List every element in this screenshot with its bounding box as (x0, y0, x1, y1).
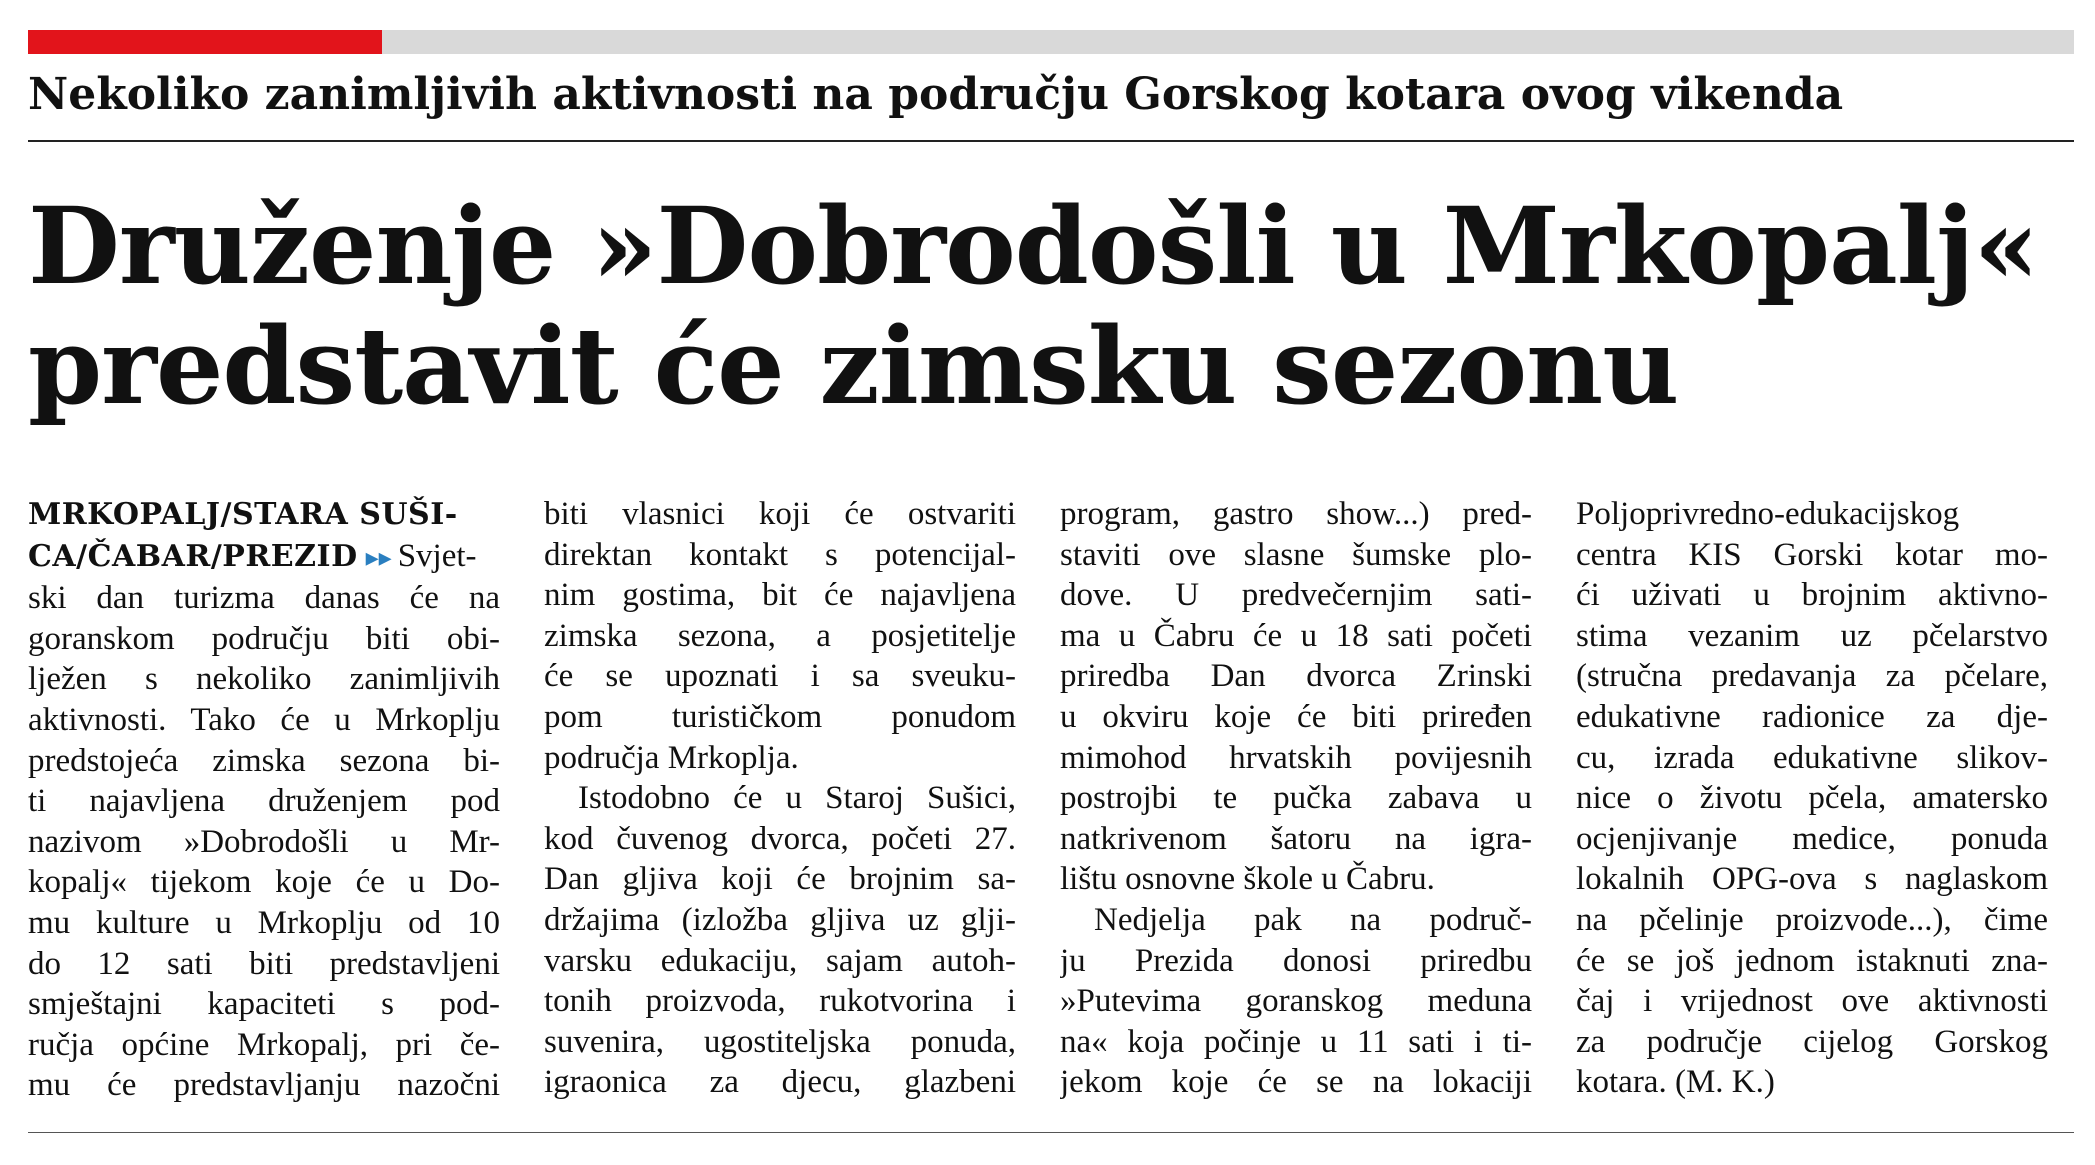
article-headline (28, 183, 2074, 428)
article-bottom-divider (28, 1132, 2074, 1133)
headline-line: Druženje »Dobrodošli u Mrkopalj« (28, 183, 2039, 308)
body-line: ručja općine Mrkopalj, pri če- (28, 1026, 500, 1063)
body-line: za područje cijelog Gorskog (1576, 1023, 2048, 1060)
body-line: mimohod hrvatskih povijesnih (1060, 739, 1532, 776)
body-line: predstojeća zimska sezona bi- (28, 742, 500, 779)
body-line: mu će predstavljanju nazočni (28, 1067, 500, 1104)
body-column-1 (28, 494, 500, 1106)
body-line: ti najavljena druženjem pod (28, 783, 500, 820)
body-line: suvenira, ugostiteljska ponuda, (544, 1023, 1016, 1060)
article-kicker: Nekoliko zanimljivih aktivnosti na području Gorskog kotara ovog vikenda (28, 69, 1844, 120)
body-line: će se još jednom istaknuti zna- (1576, 942, 2048, 979)
body-line: edukativne radionice za dje- (1576, 698, 2048, 735)
body-line: Istodobno će u Staroj Sušici, (578, 780, 1016, 817)
body-line: nazivom »Dobrodošli u Mr- (28, 823, 500, 860)
body-line: igraonica za djecu, glazbeni (544, 1064, 1016, 1101)
double-chevron-right-icon: ▸▸ (365, 542, 392, 573)
body-line: pom turističkom ponudom (544, 698, 1016, 735)
body-line: do 12 sati biti predstavljeni (28, 945, 500, 982)
body-line: priredba Dan dvorca Zrinski (1060, 658, 1532, 695)
body-column-4 (1576, 494, 2048, 1103)
body-column-3 (1060, 494, 1532, 1103)
body-column-2 (544, 494, 1016, 1103)
body-text: Svjet- (397, 537, 477, 574)
kicker-divider (28, 140, 2074, 142)
body-line: zimska sezona, a posjetitelje (544, 617, 1016, 654)
body-line: ju Prezida donosi priredbu (1060, 942, 1532, 979)
body-line: natkrivenom šatoru na igra- (1060, 820, 1532, 857)
body-line: kod čuvenog dvorca, početi 27. (544, 820, 1016, 857)
body-line: ći uživati u brojnim aktivno- (1576, 577, 2048, 614)
body-line: postrojbi te pučka zabava u (1060, 780, 1532, 817)
body-line: ski dan turizma danas će na (28, 580, 500, 617)
body-line: područja Mrkoplja. (544, 739, 799, 776)
body-line: nim gostima, bit će najavljena (544, 577, 1016, 614)
section-color-bar (28, 30, 2074, 54)
body-line: lježen s nekoliko zanimljivih (28, 661, 500, 698)
dateline-text: MRKOPALJ/STARA SUŠI- (28, 497, 458, 532)
body-line: ma u Čabru će u 18 sati početi (1060, 617, 1532, 654)
body-line: jekom koje će se na lokaciji (1060, 1064, 1532, 1101)
body-line: direktan kontakt s potencijal- (544, 536, 1016, 573)
body-line: čaj i vrijednost ove aktivnosti (1576, 983, 2048, 1020)
body-line: centra KIS Gorski kotar mo- (1576, 536, 2048, 573)
body-line: Dan gljiva koji će brojnim sa- (544, 861, 1016, 898)
dateline-line-2 (28, 536, 500, 579)
body-line: biti vlasnici koji će ostvariti (544, 496, 1016, 532)
section-color-bar-accent (28, 30, 382, 54)
body-line: na« koja počinje u 11 sati i ti- (1060, 1023, 1532, 1060)
body-line: držajima (izložba gljiva uz glji- (544, 901, 1016, 938)
body-line: na pčelinje proizvode...), čime (1576, 901, 2048, 938)
dateline-text: CA/ČABAR/PREZID (28, 538, 358, 574)
body-line: stima vezanim uz pčelarstvo (1576, 617, 2048, 654)
body-line: kopalj« tijekom koje će u Do- (28, 864, 500, 901)
body-line: će se upoznati i sa sveuku- (544, 658, 1016, 695)
body-line: »Putevima goranskog meduna (1060, 983, 1532, 1020)
body-line: program, gastro show...) pred- (1060, 496, 1532, 532)
dateline (28, 494, 500, 536)
body-line: nice o životu pčela, amatersko (1576, 780, 2048, 817)
headline-line: predstavit će zimsku sezonu (28, 303, 1679, 428)
body-line: tonih proizvoda, rukotvorina i (544, 983, 1016, 1020)
body-line: goranskom području biti obi- (28, 620, 500, 657)
body-line: lištu osnovne škole u Čabru. (1060, 861, 1435, 898)
body-line: lokalnih OPG-ova s naglaskom (1576, 861, 2048, 898)
body-line: Poljoprivredno-edukacijskog (1576, 496, 1960, 532)
body-line: cu, izrada edukativne slikov- (1576, 739, 2048, 776)
body-line: dove. U predvečernjim sati- (1060, 577, 1532, 614)
body-line: varsku edukaciju, sajam autoh- (544, 942, 1016, 979)
body-line: aktivnosti. Tako će u Mrkoplju (28, 701, 500, 738)
body-line: ocjenjivanje medice, ponuda (1576, 820, 2048, 857)
body-line: mu kulture u Mrkoplju od 10 (28, 904, 500, 941)
body-line: u okviru koje će biti priređen (1060, 698, 1532, 735)
body-line: staviti ove slasne šumske plo- (1060, 536, 1532, 573)
body-line: kotara. (M. K.) (1576, 1064, 1775, 1101)
body-line: (stručna predavanja za pčelare, (1576, 658, 2048, 695)
body-line: smještajni kapaciteti s pod- (28, 986, 500, 1023)
body-line: Nedjelja pak na područ- (1094, 901, 1532, 938)
